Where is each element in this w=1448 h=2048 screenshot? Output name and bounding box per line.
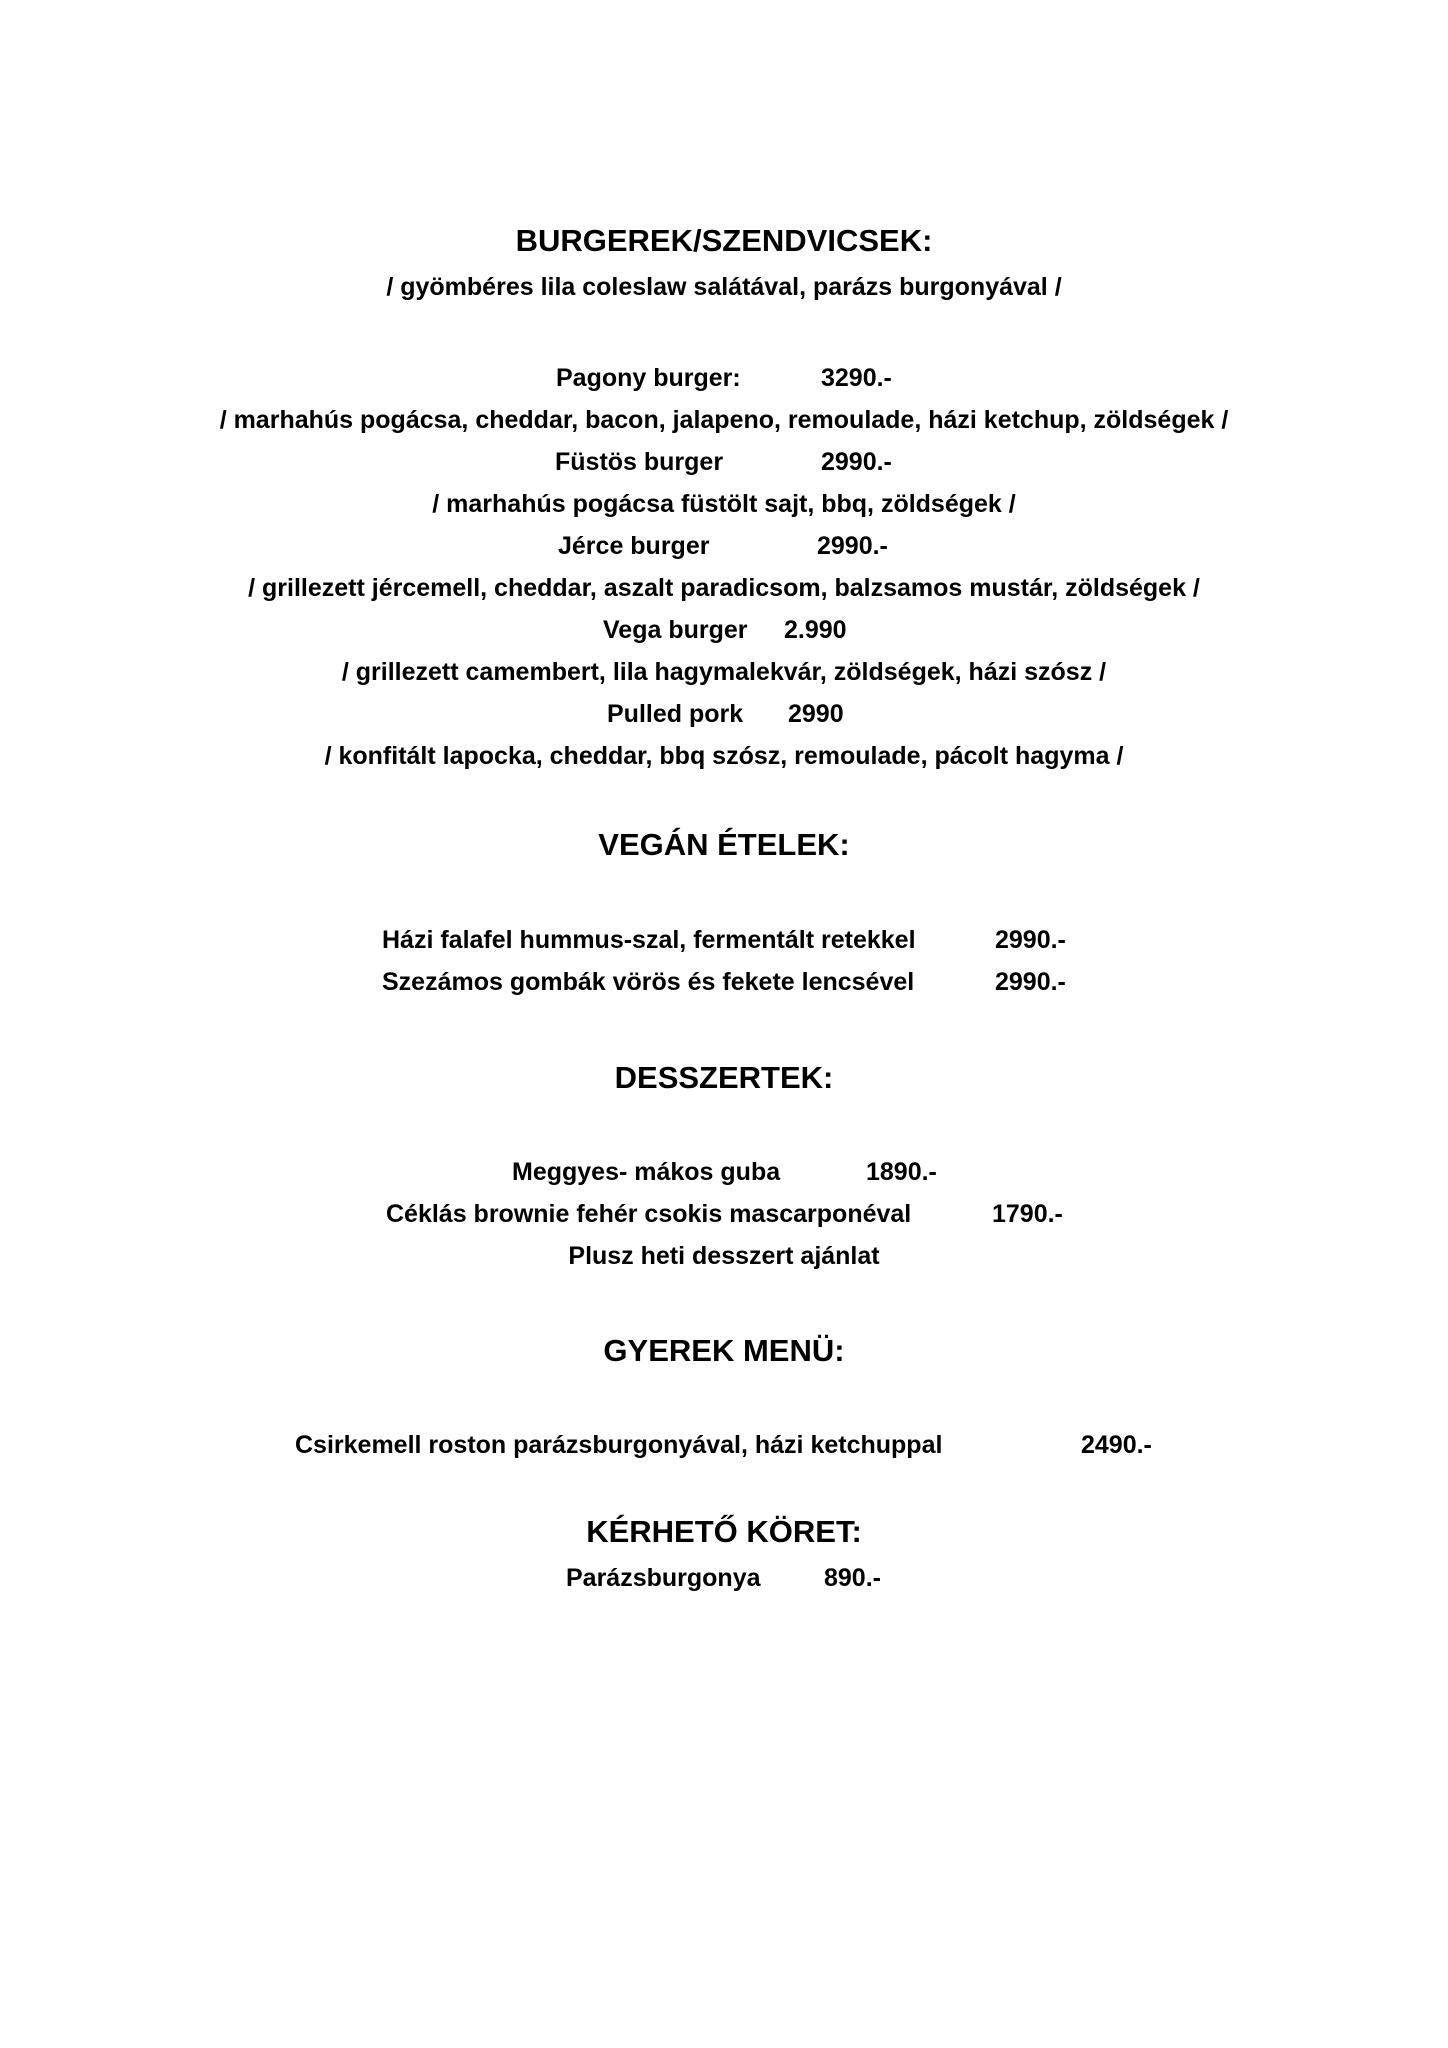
item-price: 2990.-: [821, 448, 892, 476]
item-description: / grillezett camembert, lila hagymalekvár, zöldségek, házi szósz /: [341, 658, 1107, 686]
item-description: / marhahús pogácsa füstölt sajt, bbq, zöldségek /: [432, 490, 1016, 518]
menu-item: [0, 1197, 1448, 1231]
item-price: 2.990: [784, 616, 847, 644]
item-name: Céklás brownie fehér csokis mascarponéval: [386, 1200, 912, 1228]
item-price: 3290.-: [821, 364, 892, 392]
section-heading-burgers: BURGEREK/SZENDVICSEK:: [515, 223, 933, 258]
menu-item: [0, 697, 1448, 731]
menu-item: [0, 1428, 1448, 1462]
item-name: Füstös burger: [555, 448, 724, 476]
item-name: Pagony burger:: [556, 364, 741, 392]
item-price: 2990.-: [995, 926, 1066, 954]
item-name: Meggyes- mákos guba: [512, 1158, 781, 1186]
item-price: 2990.-: [817, 532, 888, 560]
item-name: Pulled pork: [607, 700, 744, 728]
item-name: Parázsburgonya: [566, 1564, 761, 1592]
item-name: Vega burger: [603, 616, 748, 644]
section-heading-sides: KÉRHETŐ KÖRET:: [586, 1514, 862, 1549]
item-name: Csirkemell roston parázsburgonyával, házi ketchuppal: [295, 1431, 943, 1459]
item-price: 1890.-: [866, 1158, 937, 1186]
item-price: 2490.-: [1081, 1431, 1152, 1459]
item-name: Házi falafel hummus-szal, fermentált retekkel: [382, 926, 916, 954]
section-heading-kids: GYEREK MENÜ:: [603, 1333, 845, 1368]
item-description: / grillezett jércemell, cheddar, aszalt paradicsom, balzsamos mustár, zöldségek /: [248, 574, 1200, 602]
menu-item: [0, 613, 1448, 647]
menu-item: [0, 1561, 1448, 1595]
item-description: / marhahús pogácsa, cheddar, bacon, jalapeno, remoulade, házi ketchup, zöldségek /: [219, 406, 1229, 434]
item-price: 1790.-: [992, 1200, 1063, 1228]
item-name: Jérce burger: [558, 532, 710, 560]
menu-item: [0, 1155, 1448, 1189]
menu-item: [0, 923, 1448, 957]
section-heading-desserts: DESSZERTEK:: [614, 1060, 834, 1095]
item-price: 2990.-: [995, 968, 1066, 996]
section-note-burgers: / gyömbéres lila coleslaw salátával, parázs burgonyával /: [386, 273, 1062, 301]
item-price: 890.-: [824, 1564, 881, 1592]
item-price: 2990: [788, 700, 844, 728]
section-note-desserts: Plusz heti desszert ajánlat: [568, 1242, 880, 1270]
menu-item: [0, 529, 1448, 563]
menu-item: [0, 361, 1448, 395]
item-name: Szezámos gombák vörös és fekete lencsével: [382, 968, 915, 996]
menu-item: [0, 445, 1448, 479]
item-description: / konfitált lapocka, cheddar, bbq szósz, remoulade, pácolt hagyma /: [324, 742, 1124, 770]
section-heading-vegan: VEGÁN ÉTELEK:: [598, 827, 850, 862]
menu-item: [0, 965, 1448, 999]
